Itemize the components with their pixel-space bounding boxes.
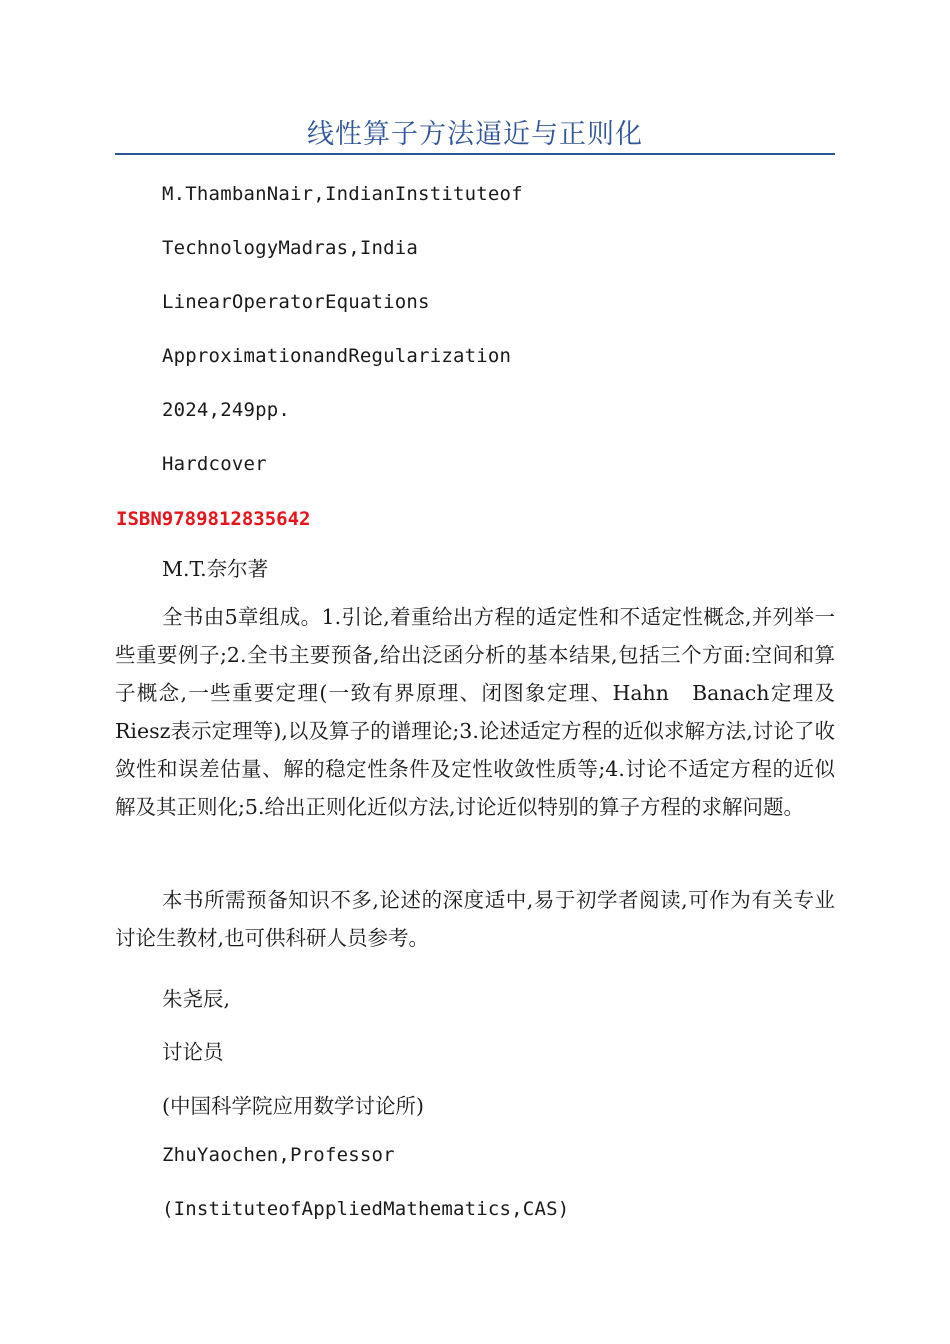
isbn-number: ISBN9789812835642 [116, 508, 311, 530]
title-underline [115, 153, 835, 155]
book-title-line-2: ApproximationandRegularization [162, 345, 512, 367]
summary-paragraph-2: 本书所需预备知识不多,论述的深度适中,易于初学者阅读,可作为有关专业讨论生教材,也可供科研人员参考。 [115, 888, 835, 950]
reviewer-role: 讨论员 [162, 1040, 224, 1064]
page-title: 线性算子方法逼近与正则化 [307, 119, 643, 150]
author-line-1: M.ThambanNair,IndianInstituteof [162, 183, 523, 205]
summary-paragraph-1: 全书由5章组成。1.引论,着重给出方程的适定性和不适定性概念,并列举一些重要例子;2.全书主要预备,给出泛函分析的基本结果,包括三个方面:空间和算子概念,一些重要定理(一致有界原理、闭图象定理、Hahn Banach定理及Riesz表示定理等),以及算子的谱理论;3.论述适定方程的近似求解方法,讨论了收敛性和误差估量、解的稳定性条件及定性收敛性质等;4.讨论不适定方程的近似解及其正则化;5.给出正则化近似方法,讨论近似特别的算子方程的求解问题。 [115, 605, 835, 819]
reviewer-organization-english: (InstituteofAppliedMathematics,CAS) [162, 1198, 570, 1220]
reviewer-name-english: ZhuYaochen,Professor [162, 1144, 395, 1166]
reviewer-name: 朱尧辰, [162, 987, 231, 1011]
binding-type: Hardcover [162, 453, 267, 475]
author-line-2: TechnologyMadras,India [162, 237, 419, 259]
author-chinese: M.T.奈尔著 [162, 557, 269, 581]
reviewer-organization: (中国科学院应用数学讨论所) [162, 1094, 424, 1118]
publication-info: 2024,249pp. [162, 399, 291, 421]
book-title-line-1: LinearOperatorEquations [162, 291, 430, 313]
